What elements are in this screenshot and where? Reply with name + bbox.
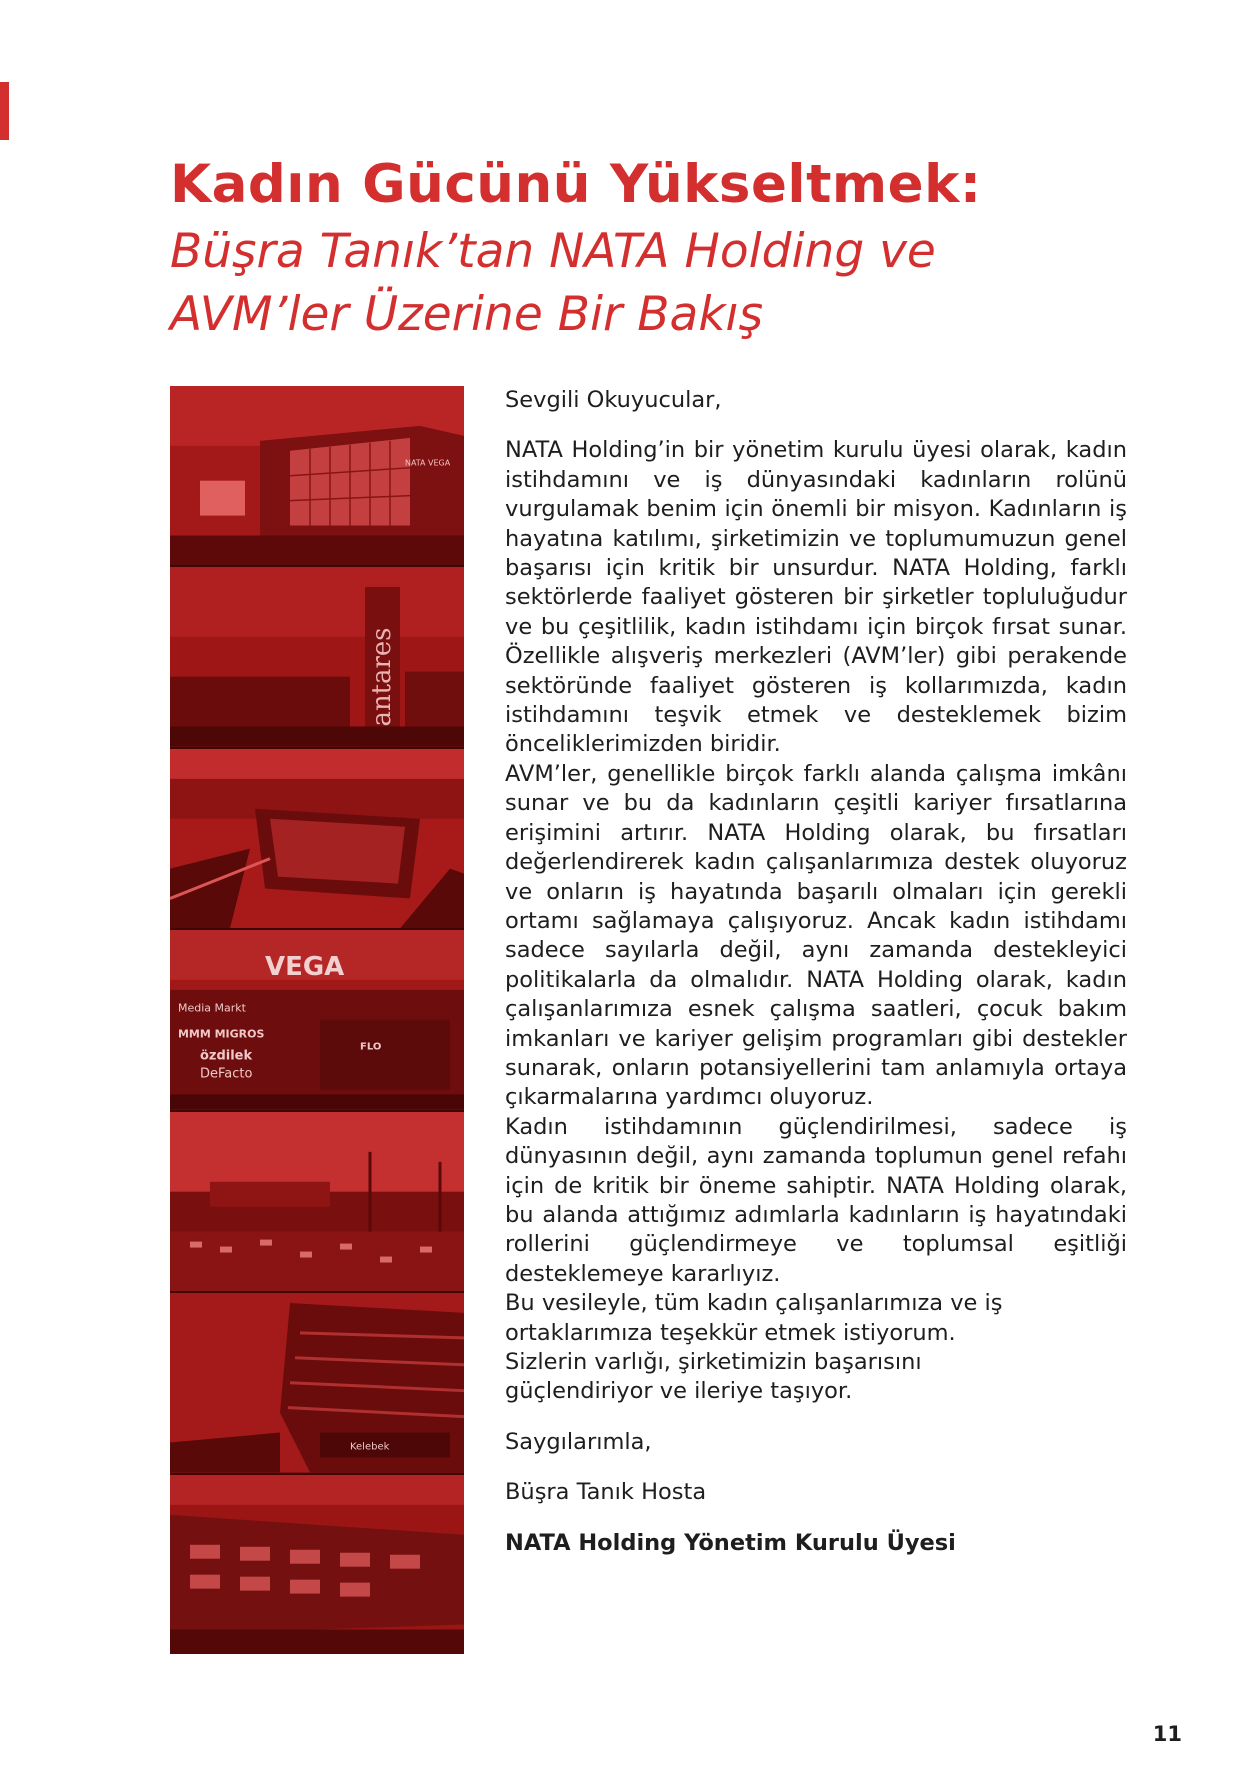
photo-caption-ozdilek: özdilek [200,1048,253,1064]
letter-greeting: Sevgili Okuyucular, [505,387,722,413]
photo-caption-migros: MMM MIGROS [178,1027,265,1041]
photo-strip [170,386,464,1654]
photo-caption-vega: VEGA [265,952,345,983]
photo-mall-sign [170,567,464,748]
signature-title: NATA Holding Yönetim Kurulu Üyesi [505,1529,956,1556]
page-number: 11 [1152,1722,1182,1746]
photo-parking-lot [170,1112,464,1293]
letter-paragraph-1: NATA Holding’in bir yönetim kurulu üyesi olarak, kadın istihdamını ve iş dünyasındaki kadınların rolünü vurgulamak benim için önemli bir misyon. Kadınların iş hayatına katılımı, şirketimizin ve toplumumuzun genel başarısı için kritik bir unsurdur. NATA Holding, farklı sektörlerde faaliyet gösteren bir şirketler topluluğudur ve bu çeşitlilik, kadın istihdamı için birçok fırsat sunar. Özellikle alışveriş merkezleri (AVM’ler) gibi perakende sektöründe faaliyet gösteren iş kollarımızda, kadın istihdamını teşvik etmek ve desteklemek bizim önceliklerimizden biridir. [505,437,1127,758]
photo-mall-glass-facade [170,386,464,567]
photo-vega-storefront [170,930,464,1111]
letter-closing: Saygılarımla, [505,1428,652,1455]
title-main: Kadın Gücünü Yükseltmek: [170,154,982,215]
photo-caption-media-markt: Media Markt [178,1002,246,1015]
signature-name: Büşra Tanık Hosta [505,1479,707,1506]
edge-accent-bar [0,82,9,140]
page-title [170,150,1170,346]
photo-low-building [170,1475,464,1654]
title-subtitle: Büşra Tanık’tan NATA Holding ve AVM’ler Üzerine Bir Bakış [170,224,936,342]
letter-paragraph-2: AVM’ler, genellikle birçok farklı alanda çalışma imkânı sunar ve bu da kadınların çeşitli kariyer fırsatlarına erişimini artırır. NATA Holding olarak, bu fırsatları değerlendirerek kadın çalışanlarımıza destek oluyoruz ve onların iş hayatında başarılı olmaları için gerekli ortamı sağlamaya çalışıyoruz. Ancak kadın istihdamı sadece sayılarla değil, aynı zamanda destekleyici politikalarla da olmalıdır. NATA Holding olarak, kadın çalışanlarımıza esnek çalışma saatleri, çocuk bakım imkanları ve kariyer gelişim programları gibi destekler sunarak, onların potansiyellerini tam anlamıyla ortaya çıkarmalarına yardımcı oluyoruz. [505,760,1127,1111]
letter-body [505,386,1127,1558]
photo-aerial-city [170,749,464,930]
photo-caption-defacto: DeFacto [200,1066,253,1082]
letter-paragraph-4: Bu vesileyle, tüm kadın çalışanlarımıza ve iş ortaklarımıza teşekkür etmek istiyorum. Sizlerin varlığı, şirketimizin başarısını güçlendiriyor ve ileriye taşıyor. [505,1290,1003,1405]
photo-caption-antares: antares [366,627,398,727]
photo-caption-nata-vega: NATA VEGA [405,458,451,468]
photo-curved-building [170,1293,464,1474]
letter-paragraph-3: Kadın istihdamının güçlendirilmesi, sadece iş dünyasının değil, aynı zamanda toplumun genel refahı için de kritik bir öneme sahiptir. NATA Holding olarak, bu alanda attığımız adımlarla kadınların iş hayatındaki rollerini güçlendirmeye ve toplumsal eşitliği desteklemeye kararlıyız. [505,1113,1127,1287]
photo-caption-flo: FLO [360,1041,382,1053]
photo-caption-kelebek: Kelebek [350,1441,390,1453]
